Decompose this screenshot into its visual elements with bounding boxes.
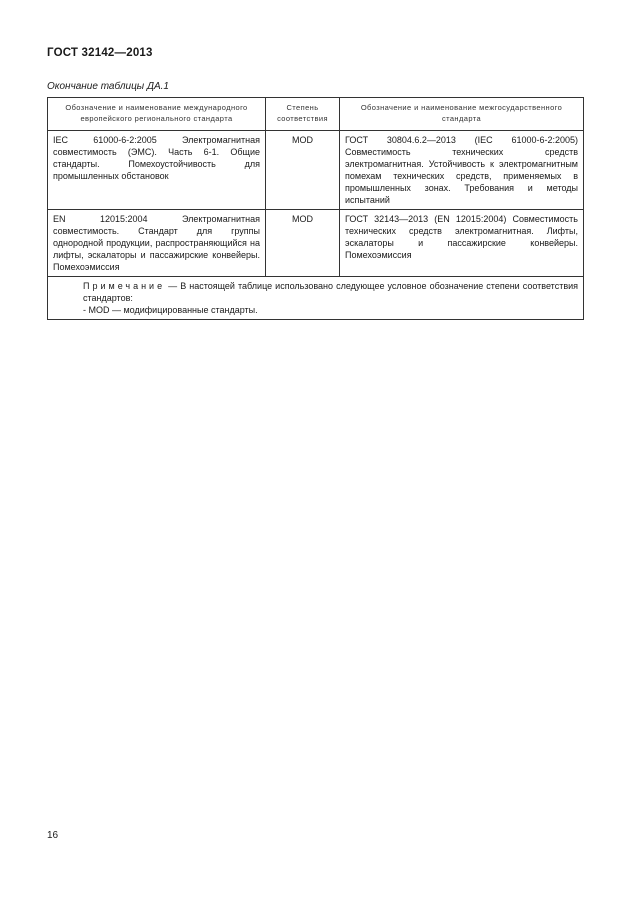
note-item: - MOD — модифицированные стандарты. (83, 305, 258, 315)
cell-degree: MOD (266, 131, 340, 210)
column-header-international: Обозначение и наименование международного европейского регионального стандарта (48, 98, 266, 131)
table-caption: Окончание таблицы ДА.1 (47, 81, 169, 92)
cell-national-standard: ГОСТ 32143—2013 (EN 12015:2004) Совместимость технических средств электромагнитная. Лифты, эскалаторы и пассажирские конвейеры. Помехоэмиссия (340, 210, 584, 277)
cell-national-standard: ГОСТ 30804.6.2—2013 (IEC 61000-6-2:2005) Совместимость технических средств электромагнитная. Устойчивость к электромагнитным помехам технических средств, применяемых в промышленных зонах. Требования и методы испытаний (340, 131, 584, 210)
note-text: — В настоящей таблице использовано следующее условное обозначение степени соответствия стандартов: (83, 281, 578, 303)
table-note-row (48, 277, 584, 320)
cell-degree: MOD (266, 210, 340, 277)
table-header-row (48, 98, 584, 131)
table-note (48, 277, 584, 320)
document-header: ГОСТ 32142—2013 (47, 47, 153, 59)
column-header-national: Обозначение и наименование межгосударственного стандарта (340, 98, 584, 131)
standards-table (47, 97, 584, 320)
cell-international-standard: IEC 61000-6-2:2005 Электромагнитная совместимость (ЭМС). Часть 6-1. Общие стандарты. Помехоустойчивость для промышленных обстановок (48, 131, 266, 210)
cell-international-standard: EN 12015:2004 Электромагнитная совместимость. Стандарт для группы однородной продукции, распространяющийся на лифты, эскалаторы и пассажирские конвейеры. Помехоэмиссия (48, 210, 266, 277)
table-row (48, 131, 584, 210)
note-paragraph (53, 280, 578, 304)
page-number: 16 (47, 830, 59, 841)
table-row (48, 210, 584, 277)
column-header-degree: Степень соответствия (266, 98, 340, 131)
note-label: Примечание (83, 281, 166, 291)
